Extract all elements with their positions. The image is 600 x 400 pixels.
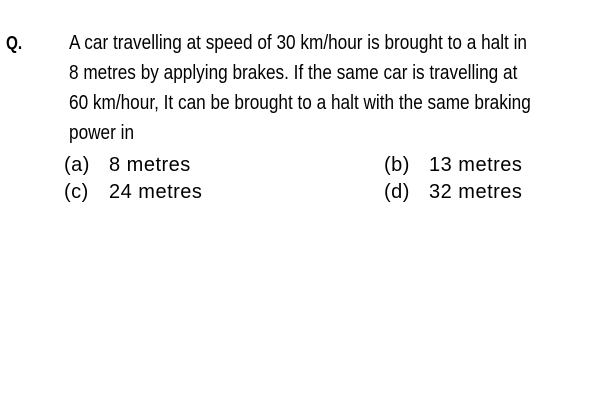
- option-text: 8 metres: [109, 154, 191, 176]
- option-key: (c): [64, 181, 89, 203]
- option-c[interactable]: [64, 179, 202, 206]
- option-text: 32 metres: [429, 181, 523, 203]
- option-a[interactable]: [64, 152, 191, 179]
- question-text: [69, 28, 581, 148]
- question-number: Q.: [6, 33, 23, 53]
- option-d[interactable]: [384, 179, 522, 206]
- option-key: (b): [384, 154, 410, 176]
- question-line: 60 km/hour, It can be brought to a halt with the same braking: [69, 92, 531, 114]
- question-line: 8 metres by applying brakes. If the same car is travelling at: [69, 62, 518, 84]
- option-text: 24 metres: [109, 181, 203, 203]
- question-line: power in: [69, 122, 135, 144]
- question-line: A car travelling at speed of 30 km/hour is brought to a halt in: [69, 32, 527, 54]
- option-b[interactable]: [384, 152, 522, 179]
- option-key: (a): [64, 154, 90, 176]
- option-text: 13 metres: [429, 154, 523, 176]
- option-key: (d): [384, 181, 410, 203]
